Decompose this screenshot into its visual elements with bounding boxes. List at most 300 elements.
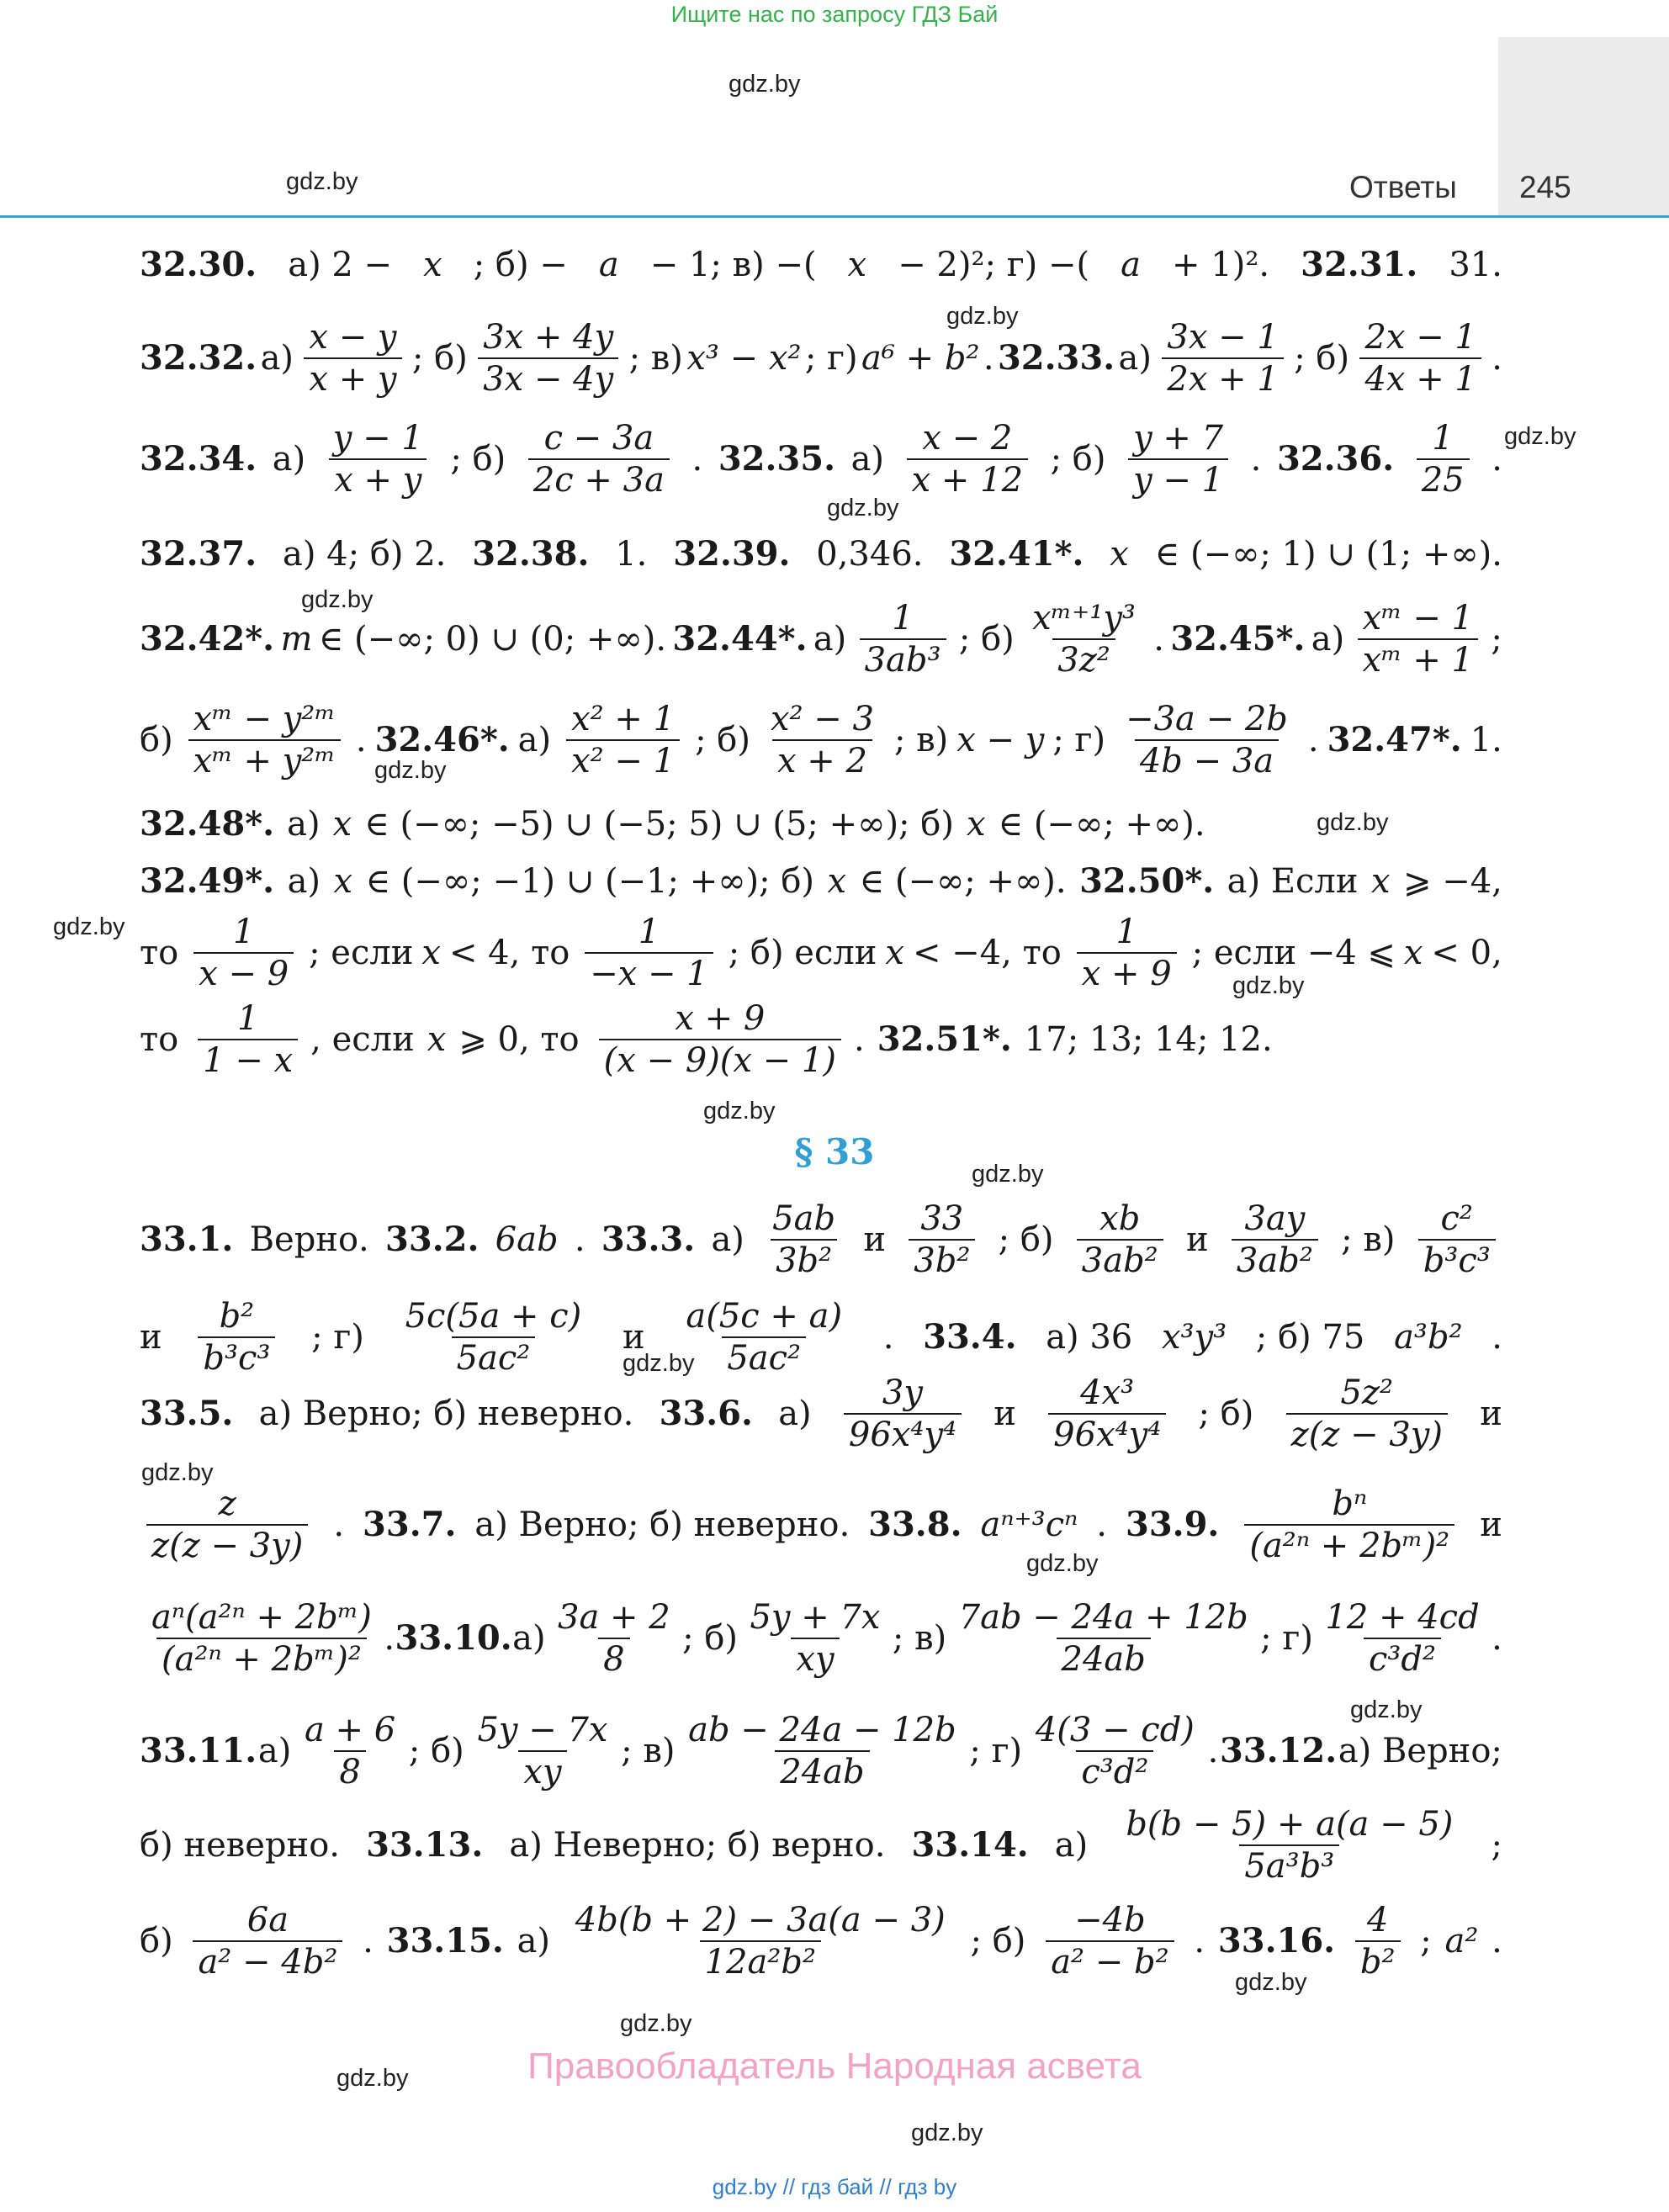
fraction: [146, 1484, 308, 1565]
answer-text: .: [333, 1506, 345, 1544]
denominator: 4b − 3a: [1135, 739, 1279, 778]
answer-text: ; в): [893, 721, 949, 759]
answer-line: [140, 1297, 1502, 1378]
denominator: b²: [1355, 1940, 1401, 1979]
answer-text: и: [1480, 1394, 1502, 1433]
answer-text: а) Верно; б) неверно.: [258, 1394, 634, 1433]
answer-text: ∈ (−∞; −5) ∪ (−5; 5) ∪ (5; +∞); б): [364, 805, 954, 844]
exercise-number: 32.47*.: [1327, 720, 1462, 759]
numerator: 1: [1432, 419, 1454, 458]
watermark: gdz.by: [729, 71, 801, 98]
exercise-number: 32.45*.: [1170, 619, 1306, 659]
exercise-number: 33.4.: [923, 1317, 1017, 1357]
denominator: 8: [334, 1750, 365, 1789]
answer-text: и: [1480, 1506, 1502, 1544]
fraction: [1077, 915, 1177, 991]
denominator: 3b²: [771, 1239, 837, 1278]
exercise-number: 32.44*.: [672, 619, 808, 659]
numerator: 4: [1366, 1901, 1389, 1939]
exercise-number: 32.50*.: [1079, 861, 1215, 901]
answer-text: ⩾ 0, то: [458, 1020, 580, 1059]
answer-line: [140, 1805, 1502, 1886]
numerator: y + 7: [1133, 419, 1224, 458]
math-expression: x: [827, 862, 847, 901]
answer-text: .: [983, 339, 994, 378]
answer-text: а): [1054, 1826, 1089, 1865]
answer-text: − 2)²; г) −(: [898, 246, 1090, 284]
numerator: ab − 24a − 12b: [688, 1711, 956, 1749]
answer-text: ; в): [621, 1732, 676, 1770]
denominator: x + y: [304, 357, 401, 396]
exercise-number: 32.34.: [140, 439, 257, 479]
answer-text: .: [853, 1020, 865, 1059]
answer-text: а): [512, 1619, 546, 1658]
fraction: [198, 1297, 275, 1378]
answer-text: и: [993, 1394, 1016, 1433]
answer-text: ; если −4 ⩽: [1191, 934, 1396, 972]
math-expression: 6ab: [495, 1220, 559, 1259]
fraction: [553, 1598, 676, 1679]
watermark: gdz.by: [374, 757, 447, 784]
denominator: z(z − 3y): [146, 1524, 308, 1563]
answer-text: а): [778, 1394, 812, 1433]
math-expression: x: [847, 246, 867, 284]
numerator: 4(3 − cd): [1035, 1711, 1195, 1749]
watermark: gdz.by: [1504, 423, 1576, 450]
denominator: x + 2: [772, 739, 872, 778]
answer-text: ; б): [970, 1922, 1026, 1961]
numerator: b(b − 5) + a(a − 5): [1126, 1805, 1454, 1844]
answer-text: а): [260, 339, 294, 378]
fraction: [1046, 1901, 1174, 1982]
watermark: gdz.by: [1350, 1696, 1423, 1723]
denominator: 5ac²: [452, 1336, 536, 1375]
denominator: (a²ⁿ + 2bᵐ)²: [156, 1638, 367, 1676]
fraction: [304, 318, 401, 399]
answer-text: ; б): [958, 620, 1015, 659]
answer-text: и: [863, 1220, 886, 1259]
answer-text: ; б): [411, 339, 468, 378]
numerator: 5y + 7x: [750, 1598, 881, 1637]
answer-text: ; в): [1341, 1220, 1396, 1259]
exercise-number: 32.33.: [997, 338, 1115, 378]
fraction: [570, 1901, 951, 1982]
denominator: 24ab: [775, 1750, 869, 1789]
denominator: x + 9: [1077, 952, 1177, 991]
answer-text: .: [1207, 1732, 1219, 1770]
answer-text: а) Верно; б) неверно.: [474, 1506, 850, 1544]
answer-text: 1.: [1470, 721, 1502, 759]
math-expression: x: [966, 805, 986, 844]
denominator: a² − 4b²: [193, 1940, 342, 1979]
math-expression: x³ − x²: [686, 339, 802, 378]
denominator: 24ab: [1057, 1638, 1151, 1676]
fraction: [1320, 1598, 1484, 1679]
denominator: y − 1: [1128, 458, 1228, 497]
answer-text: ∈ (−∞; 0) ∪ (0; +∞).: [318, 620, 667, 659]
fraction: [528, 419, 670, 500]
math-expression: a³b²: [1394, 1318, 1463, 1357]
answer-text: ; б) 75: [1255, 1318, 1365, 1357]
answer-text: , если: [310, 1020, 415, 1059]
denominator: 12a²b²: [700, 1940, 821, 1979]
fraction: [766, 700, 879, 781]
fraction: [681, 1297, 847, 1378]
numerator: 6a: [246, 1901, 289, 1939]
exercise-number: 33.9.: [1126, 1505, 1220, 1544]
fraction: [907, 419, 1028, 500]
answer-text: ;: [1491, 1826, 1502, 1865]
exercise-number: 33.12.: [1219, 1731, 1338, 1770]
numerator: aⁿ(a²ⁿ + 2bᵐ): [151, 1598, 372, 1637]
denominator: 96x⁴y⁴: [1048, 1413, 1166, 1452]
answer-text: 1.: [615, 535, 648, 574]
math-expression: a⁶ + b²: [861, 339, 980, 378]
fraction: [472, 1713, 612, 1789]
denominator: x − 9: [193, 952, 294, 991]
fraction: [146, 1598, 377, 1679]
watermark: gdz.by: [946, 303, 1019, 330]
denominator: 5a³b³: [1239, 1844, 1339, 1883]
answer-text: .: [691, 440, 703, 479]
watermark: gdz.by: [620, 2010, 692, 2037]
exercise-number: 33.1.: [140, 1220, 234, 1259]
answer-text: и: [622, 1318, 645, 1357]
answer-text: .: [384, 1619, 395, 1658]
answer-text: < 0,: [1431, 934, 1502, 972]
exercise-number: 32.42*.: [140, 619, 275, 659]
denominator: xᵐ + y²ᵐ: [188, 739, 341, 778]
exercise-number: 33.14.: [911, 1825, 1029, 1865]
exercise-number: 33.2.: [385, 1220, 480, 1259]
fraction: [1358, 599, 1478, 680]
math-expression: x³y³: [1161, 1318, 1227, 1357]
watermark: gdz.by: [286, 168, 358, 195]
denominator: 3b²: [909, 1239, 975, 1278]
numerator: −4b: [1074, 1901, 1146, 1939]
denominator: xᵐ + 1: [1358, 638, 1478, 677]
fraction: [1077, 1199, 1163, 1280]
exercise-number: 33.11.: [140, 1731, 257, 1770]
answer-text: ; б) −: [473, 246, 568, 284]
answer-text: ∈ (−∞; +∞).: [998, 805, 1205, 844]
math-expression: x: [423, 246, 442, 284]
fraction: [188, 700, 341, 781]
denominator: 2x + 1: [1162, 357, 1283, 396]
math-expression: x: [427, 1020, 447, 1059]
watermark: gdz.by: [1317, 809, 1389, 836]
fraction: [767, 1199, 840, 1280]
exercise-number: 32.39.: [673, 534, 791, 574]
numerator: 3ay: [1244, 1199, 1306, 1238]
answer-text: то: [140, 1020, 179, 1059]
answer-text: а) Верно;: [1338, 1732, 1502, 1770]
numerator: x² + 1: [571, 700, 676, 738]
answer-line: [140, 599, 1502, 680]
fraction: [1286, 1373, 1448, 1454]
fraction: [1031, 1713, 1200, 1789]
answer-text: .: [574, 1220, 585, 1259]
watermark: gdz.by: [1026, 1550, 1099, 1577]
watermark: gdz.by: [301, 586, 374, 613]
answer-text: а): [517, 1922, 551, 1961]
answer-text: ; б): [450, 440, 506, 479]
fraction: [566, 700, 680, 781]
watermark: gdz.by: [53, 913, 125, 940]
answer-text: ; б): [682, 1619, 739, 1658]
denominator: xy: [791, 1638, 839, 1676]
denominator: z(z − 3y): [1286, 1413, 1448, 1452]
denominator: 8: [598, 1638, 629, 1676]
exercise-number: 32.49*.: [140, 861, 275, 901]
answer-line: [140, 999, 1502, 1080]
answer-line: [140, 841, 1502, 922]
denominator: 2c + 3a: [528, 458, 670, 497]
fraction: [844, 1373, 962, 1454]
answer-text: ;: [1420, 1922, 1432, 1961]
denominator: c³d²: [1364, 1638, 1441, 1676]
numerator: 1: [236, 999, 259, 1038]
watermark: gdz.by: [972, 1161, 1044, 1188]
denominator: 3x − 4y: [478, 357, 618, 396]
answer-text: − 1; в) −(: [649, 246, 817, 284]
answer-text: ; б) если: [728, 934, 877, 972]
answer-text: а): [711, 1220, 744, 1259]
numerator: x² − 3: [770, 700, 874, 738]
answer-text: .: [1194, 1922, 1205, 1961]
fraction: [1244, 1484, 1454, 1565]
exercise-number: 33.10.: [395, 1618, 512, 1658]
answer-text: то: [140, 934, 179, 972]
numerator: xᵐ⁺¹y³: [1032, 599, 1136, 638]
answer-text: ∈ (−∞; −1) ∪ (−1; +∞); б): [365, 862, 815, 901]
fraction: [860, 599, 946, 680]
watermark: gdz.by: [336, 2065, 409, 2092]
numerator: c²: [1440, 1199, 1473, 1238]
watermark: gdz.by: [703, 1098, 776, 1125]
answer-text: < −4, то: [912, 934, 1062, 972]
fraction: [193, 1901, 342, 1982]
numerator: xb: [1099, 1199, 1141, 1238]
answer-text: ; б): [1050, 440, 1106, 479]
denominator: 3z²: [1052, 638, 1115, 677]
exercise-number: 33.13.: [366, 1825, 484, 1865]
answer-text: а): [257, 1732, 292, 1770]
numerator: y − 1: [332, 419, 423, 458]
denominator: 96x⁴y⁴: [844, 1413, 962, 1452]
answer-line: [140, 225, 1502, 305]
answer-text: ; в): [892, 1619, 947, 1658]
answer-text: < 4, то: [448, 934, 570, 972]
numerator: 5c(5a + c): [405, 1297, 582, 1336]
answer-text: ;: [1491, 620, 1502, 659]
denominator: xy: [518, 1750, 566, 1789]
answer-text: а): [272, 440, 306, 479]
answer-text: а): [813, 620, 847, 659]
fraction: [1418, 1199, 1496, 1280]
watermark: gdz.by: [1235, 1969, 1307, 1996]
numerator: b²: [219, 1297, 255, 1336]
answer-text: .: [1492, 440, 1502, 479]
answer-text: ; б): [1198, 1394, 1254, 1433]
exercise-number: 32.37.: [140, 534, 257, 574]
answer-text: а): [517, 721, 552, 759]
numerator: 12 + 4cd: [1325, 1598, 1480, 1637]
math-expression: m: [280, 620, 313, 659]
fraction: [1417, 419, 1470, 500]
answer-text: .: [1250, 440, 1262, 479]
answer-text: и: [140, 1318, 162, 1357]
exercise-number: 32.31.: [1301, 245, 1418, 284]
numerator: 1: [232, 913, 255, 951]
answer-text: ; г): [1052, 721, 1106, 759]
numerator: −3a − 2b: [1126, 700, 1288, 738]
numerator: x − 2: [922, 419, 1013, 458]
answer-text: ∈ (−∞; +∞).: [859, 862, 1067, 901]
fraction: [1355, 1901, 1401, 1982]
answer-text: ; б): [408, 1732, 464, 1770]
answer-text: а) 36: [1046, 1318, 1133, 1357]
answer-text: .: [1492, 339, 1502, 378]
answer-line: [140, 913, 1502, 993]
denominator: a² − b²: [1046, 1940, 1174, 1979]
watermark: gdz.by: [141, 1459, 214, 1486]
answer-line: [140, 1484, 1502, 1565]
answer-text: .: [1492, 1318, 1502, 1357]
answer-text: ; б): [1294, 339, 1350, 378]
fraction: [198, 999, 298, 1080]
watermark: gdz.by: [911, 2119, 983, 2146]
answer-text: 0,346.: [816, 535, 924, 574]
answer-text: .: [882, 1318, 894, 1357]
answer-text: Верно.: [249, 1220, 369, 1259]
answer-text: и: [1185, 1220, 1209, 1259]
fraction: [683, 1713, 962, 1789]
exercise-number: 33.8.: [868, 1505, 962, 1544]
answer-text: а) Неверно; б) верно.: [509, 1826, 886, 1865]
numerator: bⁿ: [1332, 1484, 1368, 1523]
exercise-number: 32.51*.: [877, 1019, 1012, 1059]
answer-text: .: [363, 1922, 374, 1961]
numerator: a + 6: [304, 1711, 396, 1749]
answer-text: а) Если: [1227, 862, 1359, 901]
answer-text: а) 4; б) 2.: [283, 535, 447, 574]
math-expression: x: [332, 805, 352, 844]
answer-line: [140, 419, 1502, 500]
denominator: (a²ⁿ + 2bᵐ)²: [1244, 1524, 1454, 1563]
exercise-number: 32.48*.: [140, 804, 275, 844]
exercise-number: 33.15.: [386, 1921, 504, 1961]
math-expression: x: [1110, 535, 1129, 574]
fraction: [1121, 700, 1293, 781]
exercise-number: 32.30.: [140, 245, 257, 284]
exercise-number: 33.7.: [363, 1505, 457, 1544]
math-expression: x − y: [956, 721, 1045, 759]
math-expression: x: [333, 862, 353, 901]
answer-text: б): [140, 721, 173, 759]
answer-text: .: [1153, 620, 1165, 659]
answer-text: ; г): [311, 1318, 364, 1357]
answer-text: ; б): [998, 1220, 1054, 1259]
denominator: x + y: [329, 458, 427, 497]
numerator: 3y: [882, 1373, 923, 1412]
watermark: gdz.by: [1232, 972, 1305, 999]
header-rule: [0, 215, 1669, 218]
numerator: 4x³: [1080, 1373, 1135, 1412]
fraction: [1027, 599, 1141, 680]
answer-text: 17; 13; 14; 12.: [1024, 1020, 1273, 1059]
answer-text: ⩾ −4,: [1402, 862, 1502, 901]
answer-text: .: [1492, 1619, 1502, 1658]
exercise-number: 33.16.: [1217, 1921, 1336, 1961]
exercise-number: 33.6.: [659, 1394, 753, 1433]
header-title: Ответы: [1349, 170, 1457, 204]
fraction: [1232, 1199, 1318, 1280]
denominator: 1 − x: [198, 1039, 298, 1077]
fraction: [193, 915, 294, 991]
denominator: c³d²: [1076, 1750, 1153, 1789]
answer-line: [140, 1598, 1502, 1679]
math-expression: x: [885, 934, 904, 972]
numerator: 3x − 1: [1167, 318, 1279, 357]
numerator: 1: [1115, 913, 1137, 951]
numerator: 3x + 4y: [483, 318, 614, 357]
answer-text: а): [287, 805, 321, 844]
exercise-number: 32.36.: [1276, 439, 1395, 479]
numerator: 1: [638, 913, 660, 951]
answer-text: ; г): [804, 339, 858, 378]
answer-line: [140, 1373, 1502, 1454]
denominator: b³c³: [198, 1336, 275, 1375]
fraction: [1162, 318, 1283, 399]
answer-text: б) неверно.: [140, 1826, 340, 1865]
numerator: 5y − 7x: [477, 1711, 608, 1749]
numerator: 5ab: [772, 1199, 836, 1238]
answer-text: ∈ (−∞; 1) ∪ (1; +∞).: [1154, 535, 1502, 574]
numerator: xᵐ − y²ᵐ: [193, 700, 336, 738]
answer-text: + 1)².: [1172, 246, 1270, 284]
answer-text: .: [355, 721, 367, 759]
exercise-number: 32.41*.: [949, 534, 1084, 574]
answer-text: а): [1311, 620, 1345, 659]
fraction: [585, 915, 713, 991]
fraction: [478, 318, 618, 399]
answer-text: 31.: [1449, 246, 1502, 284]
denominator: 4x + 1: [1359, 357, 1481, 396]
answer-line: [140, 1199, 1502, 1280]
answer-text: ; б): [695, 721, 750, 759]
answer-text: а): [1118, 339, 1152, 378]
answer-text: а): [287, 862, 321, 901]
denominator: (x − 9)(x − 1): [599, 1039, 841, 1077]
copyright-notice: Правообладатель Народная асвета: [527, 2045, 1142, 2087]
fraction: [299, 1713, 400, 1789]
math-expression: a²: [1444, 1922, 1479, 1961]
fraction: [1128, 419, 1228, 500]
denominator: 3ab³: [860, 638, 946, 677]
math-expression: a: [1121, 246, 1142, 284]
numerator: x + 9: [675, 999, 766, 1038]
page-number: 245: [1519, 170, 1571, 204]
fraction: [1359, 318, 1481, 399]
math-expression: x: [1403, 934, 1423, 972]
answer-line: [140, 318, 1502, 399]
answer-text: ; в): [628, 339, 683, 378]
footer-links[interactable]: gdz.by // гдз бай // гдз by: [712, 2174, 957, 2199]
fraction: [1121, 1805, 1458, 1886]
fraction: [328, 419, 428, 500]
numerator: 7ab − 24a + 12b: [958, 1598, 1248, 1637]
